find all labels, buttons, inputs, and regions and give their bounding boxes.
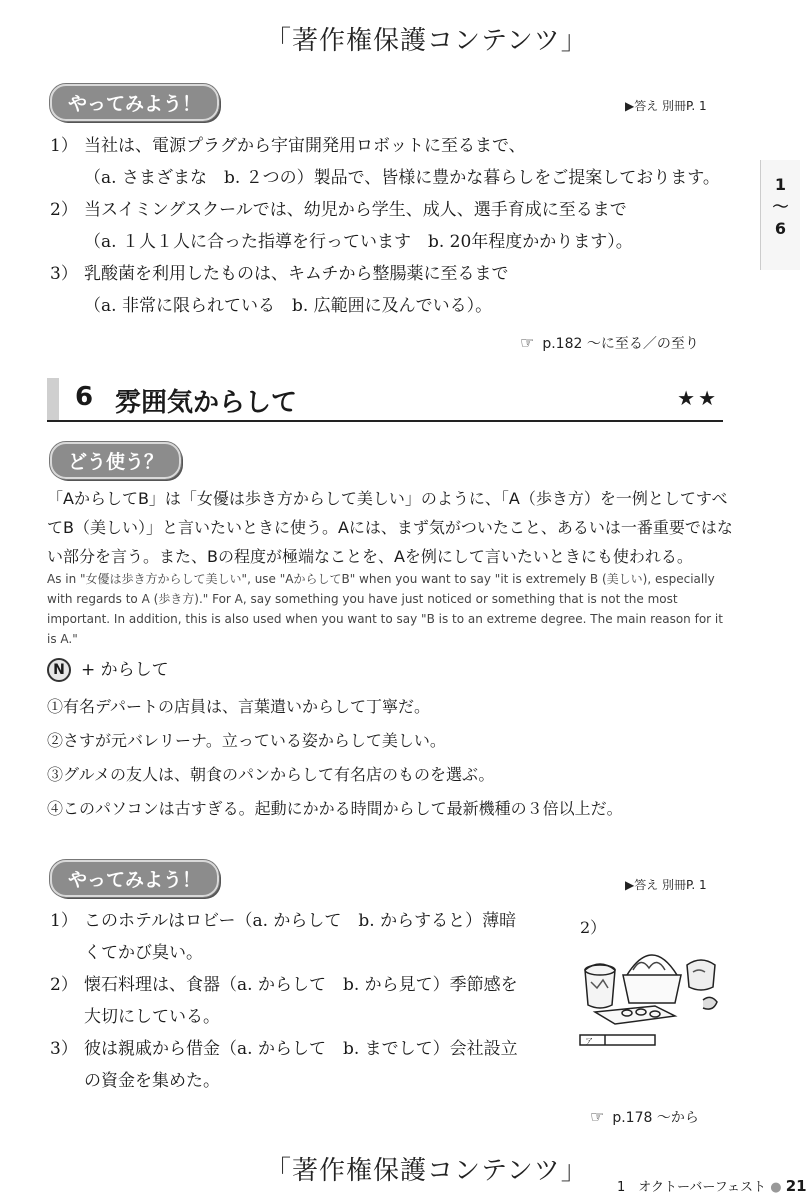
pattern-text: + からして: [81, 660, 169, 680]
item-continuation: くてかび臭い。: [84, 943, 203, 963]
chapter-side-tab: [760, 160, 800, 270]
example-sentence: ④このパソコンは古すぎる。起動にかかる時間からして最新機種の３倍以上だ。: [47, 799, 623, 818]
section-number: 6: [75, 382, 94, 412]
example-sentence: ①有名デパートの店員は、言葉遣いからして丁寧だ。: [47, 697, 431, 716]
item-text: 乳酸菌を利用したものは、キムチから整腸薬に至るまで: [84, 264, 509, 284]
pointing-hand-icon: ☞: [590, 1107, 605, 1126]
item-options: （a. １人１人に合った指導を行っています b. 20年程度かかります）。: [84, 232, 633, 252]
answer-ref-1: ▶答え 別冊P. 1: [625, 99, 707, 113]
item-text: 懐石料理は、食器（a. からして b. から見て）季節感を: [84, 975, 518, 995]
exercise-label-2: やってみよう！: [50, 860, 219, 897]
section-title: 雰囲気からして: [115, 388, 298, 418]
pointing-hand-icon: ☞: [520, 333, 535, 352]
exercise-2-item: [50, 969, 518, 1033]
exercise-2-item: [50, 1033, 518, 1097]
page-footer: [617, 1176, 807, 1195]
item-number: 3）: [50, 1039, 78, 1059]
example-list: [47, 690, 623, 826]
item-continuation: 大切にしている。: [84, 1007, 220, 1027]
grammar-pattern: [47, 655, 169, 682]
item-number: 2）: [50, 975, 78, 995]
svg-text:ア: ア: [585, 1037, 593, 1046]
exercise-1-item: [50, 194, 720, 258]
item-text: 当社は、電源プラグから宇宙開発用ロボットに至るまで、: [84, 136, 526, 156]
illustration-label: 2）: [580, 918, 607, 937]
section-heading: [47, 378, 723, 422]
noun-badge: N: [47, 658, 71, 682]
exercise-1-list: [50, 130, 720, 322]
exercise-2-item: [50, 905, 518, 969]
usage-explanation-en: As in "女優は歩き方からして美しい", use "AからしてB" when you want to say "it is extremely B (美しい), especially with regards to A (歩き方)." For A, say something you have just noticed or something that is not the most important. In addition, this is also used when you want to say "B is to an extreme degree. The main reason for it is A.": [47, 572, 723, 646]
item-number: 1）: [50, 136, 78, 156]
side-tab-end: 6: [774, 219, 787, 238]
reference-text: p.178 〜から: [612, 1110, 699, 1126]
grammar-reference-1[interactable]: [520, 333, 699, 353]
example-sentence: ③グルメの友人は、朝食のパンからして有名店のものを選ぶ。: [47, 765, 495, 784]
exercise-1-item: [50, 130, 720, 194]
item-options: （a. 非常に限られている b. 広範囲に及んでいる）。: [84, 296, 493, 316]
grammar-reference-2[interactable]: [590, 1107, 699, 1127]
item-number: 2）: [50, 200, 78, 220]
item-number: 1）: [50, 911, 78, 931]
item-text: 当スイミングスクールでは、幼児から学生、成人、選手育成に至るまで: [84, 200, 627, 220]
item-text: 彼は親戚から借金（a. からして b. までして）会社設立: [84, 1039, 518, 1059]
example-sentence: ②さすが元バレリーナ。立っている姿からして美しい。: [47, 731, 446, 750]
kaiseki-dishes-illustration: [575, 940, 725, 1055]
usage-label: どう使う？: [50, 442, 181, 479]
watermark-bottom: 「著作権保護コンテンツ」: [265, 1156, 588, 1186]
item-number: 3）: [50, 264, 78, 284]
exercise-label-1: やってみよう！: [50, 84, 219, 121]
watermark-top: 「著作権保護コンテンツ」: [265, 26, 588, 56]
page-number: 21: [785, 1177, 807, 1195]
answer-ref-2: ▶答え 別冊P. 1: [625, 878, 707, 892]
difficulty-stars: ★★: [677, 386, 719, 410]
side-tab-start: 1: [774, 175, 787, 194]
item-text: このホテルはロビー（a. からして b. からすると）薄暗: [84, 911, 517, 931]
side-tab-range: 〜: [772, 197, 789, 216]
exercise-2-list: [50, 905, 518, 1097]
usage-explanation-jp: 「AからしてB」は「女優は歩き方からして美しい」のように、「A（歩き方）を一例としてすべてB（美しい）」と言いたいときに使う。Aには、まず気がついたこと、あるいは一番重要ではない部分を言う。また、Bの程度が極端なことを、Aを例にして言いたいときにも使われる。: [47, 489, 733, 566]
item-continuation: の資金を集めた。: [84, 1071, 220, 1091]
exercise-1-item: [50, 258, 720, 322]
item-options: （a. さまざまな b. ２つの）製品で、皆様に豊かな暮らしをご提案しております。: [84, 168, 720, 188]
chapter-name: 1 オクトーバーフェスト: [617, 1180, 767, 1195]
reference-text: p.182 〜に至る／の至り: [542, 336, 699, 352]
bullet-icon: ●: [770, 1180, 782, 1195]
